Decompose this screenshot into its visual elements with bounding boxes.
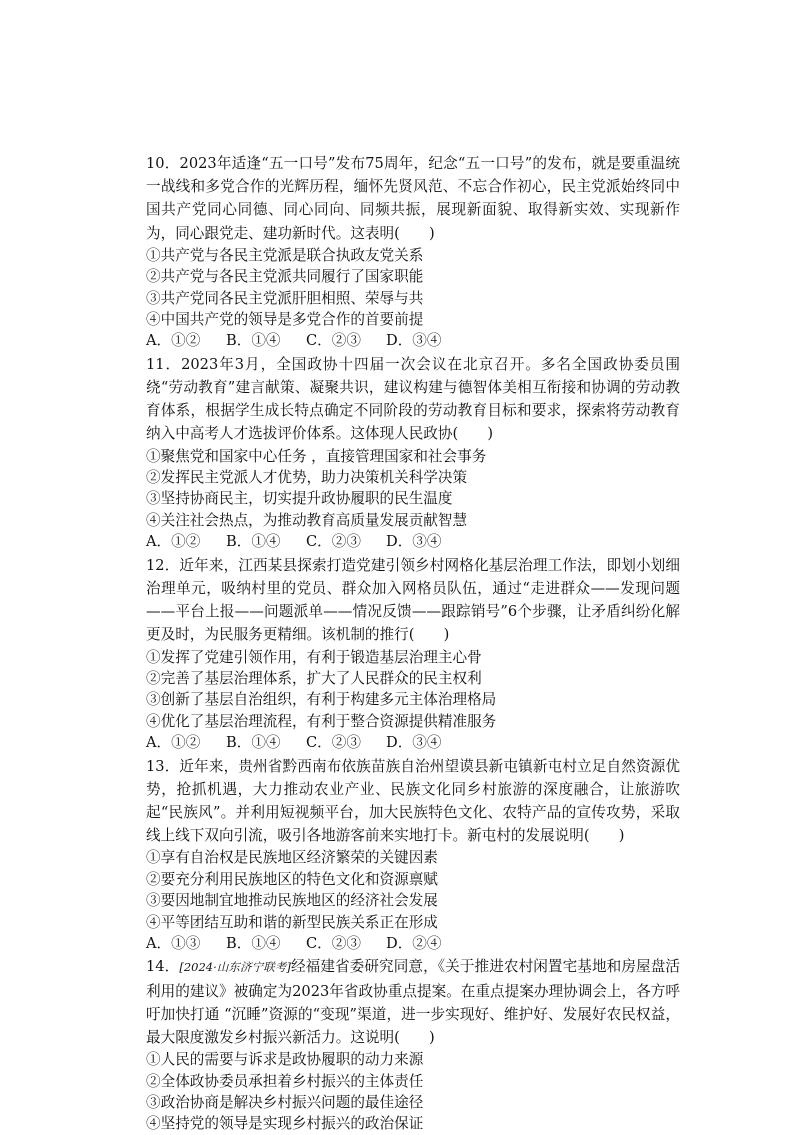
question-12 <box>146 554 680 754</box>
option-3: ③共产党同各民主党派肝胆相照、荣辱与共 <box>146 289 424 307</box>
option-3: ③坚持协商民主，切实提升政协履职的民生温度 <box>146 490 453 508</box>
answer-choices <box>146 933 680 954</box>
option-1: ①共产党与各民主党派是联合执政友党关系 <box>146 246 424 264</box>
option-4: ④关注社会热点，为推动教育高质量发展贡献智慧 <box>146 511 468 529</box>
option-4: ④中国共产党的领导是多党合作的首要前提 <box>146 311 424 329</box>
question-stem: 12．近年来，江西某县探索打造党建引领乡村网格化基层治理工作法，即划小划细治理单元，吸纳村里的党员、群众加入网格员队伍，通过“走进群众——发现问题——平台上报——问题派单——情况反馈——跟踪销号”6个步骤，让矛盾纠纷化解更及时，为民服务更精细。该机制的推行( ) <box>146 556 680 644</box>
choice-d: D．③④ <box>386 734 442 752</box>
question-source: [2024·山东济宁联考] <box>179 960 291 975</box>
question-stem <box>146 955 680 1049</box>
option-1: ①发挥了党建引领作用，有利于锻造基层治理主心骨 <box>146 648 482 666</box>
option-2: ②全体政协委员承担着乡村振兴的主体责任 <box>146 1072 424 1090</box>
choice-a: A．①② <box>146 533 201 551</box>
choice-d: D．③④ <box>386 533 442 551</box>
option-2: ②发挥民主党派人才优势，助力决策机关科学决策 <box>146 469 468 487</box>
choice-b: B．①④ <box>226 332 281 350</box>
answer-choices <box>146 330 680 351</box>
option-2: ②完善了基层治理体系，扩大了人民群众的民主权利 <box>146 669 482 687</box>
choice-c: C．②③ <box>306 734 361 752</box>
question-stem: 11．2023年3月，全国政协十四届一次会议在北京召开。多名全国政协委员围绕“劳动教育”建言献策、凝聚共识，建议构建与德智体美相互衔接和协调的劳动教育体系，根据学生成长特点确定不同阶段的劳动教育目标和要求，探索将劳动教育纳入中高考人才选拔评价体系。这体现人民政协( ) <box>146 355 680 443</box>
choice-a: A．①③ <box>146 934 201 952</box>
choice-c: C．②③ <box>306 332 361 350</box>
option-3: ③要因地制宜地推动民族地区的经济社会发展 <box>146 892 438 910</box>
question-stem-text: 经福建省委研究同意，《关于推进农村闲置宅基地和房屋盘活利用的建议》被确定为2023年省政协重点提案。在重点提案办理协调会上，各方呼吁加快打通 “沉睡”资源的“变现”渠道，进一步实现好、维护好、发展好农民权益，最大限度激发乡村振兴新活力。这说明( ) <box>146 958 680 1046</box>
option-2: ②要充分利用民族地区的特色文化和资源禀赋 <box>146 870 438 888</box>
choice-c: C．②③ <box>306 533 361 551</box>
question-stem: 13．近年来，贵州省黔西南布依族苗族自治州望谟县新屯镇新屯村立足自然资源优势，抢抓机遇，大力推动农业产业、民族文化同乡村旅游的深度融合，让旅游吹起“民族风”。并利用短视频平台，加大民族特色文化、农特产品的宣传攻势，采取线上线下双向引流，吸引各地游客前来实地打卡。新屯村的发展说明( ) <box>146 757 680 845</box>
option-1: ①人民的需要与诉求是政协履职的动力来源 <box>146 1051 424 1069</box>
choice-a: A．①② <box>146 332 201 350</box>
answer-choices <box>146 732 680 753</box>
answer-choices <box>146 531 680 552</box>
question-14 <box>146 955 680 1134</box>
choice-a: A．①② <box>146 734 201 752</box>
option-3: ③政治协商是解决乡村振兴问题的最佳途径 <box>146 1094 424 1111</box>
question-stem: 10．2023年适逢“五一口号”发布75周年，纪念“五一口号”的发布，就是要重温统一战线和多党合作的光辉历程，缅怀先贤风范、不忘合作初心，民主党派始终同中国共产党同心同德、同心同向、同频共振，展现新面貌、取得新实效、实现新作为，同心跟党走、建功新时代。这表明( ) <box>146 155 680 242</box>
question-10 <box>146 152 680 352</box>
question-number: 14． <box>146 958 180 976</box>
option-1: ①享有自治权是民族地区经济繁荣的关键因素 <box>146 849 438 867</box>
option-1: ①聚焦党和国家中心任务 ，直接管理国家和社会事务 <box>146 447 487 465</box>
choice-b: B．①④ <box>226 934 281 952</box>
option-2: ②共产党与各民主党派共同履行了国家职能 <box>146 268 424 286</box>
choice-b: B．①④ <box>226 533 281 551</box>
choice-b: B．①④ <box>226 734 281 752</box>
option-3: ③创新了基层自治组织，有利于构建多元主体治理格局 <box>146 691 497 709</box>
option-4: ④坚持党的领导是实现乡村振兴的政治保证 <box>146 1115 424 1133</box>
choice-d: D．②④ <box>386 934 442 952</box>
choice-c: C．②③ <box>306 934 361 952</box>
question-11 <box>146 353 680 553</box>
option-4: ④优化了基层治理流程，有利于整合资源提供精准服务 <box>146 712 497 730</box>
choice-d: D．③④ <box>386 332 442 350</box>
option-4: ④平等团结互助和谐的新型民族关系正在形成 <box>146 913 438 931</box>
question-13 <box>146 755 680 955</box>
